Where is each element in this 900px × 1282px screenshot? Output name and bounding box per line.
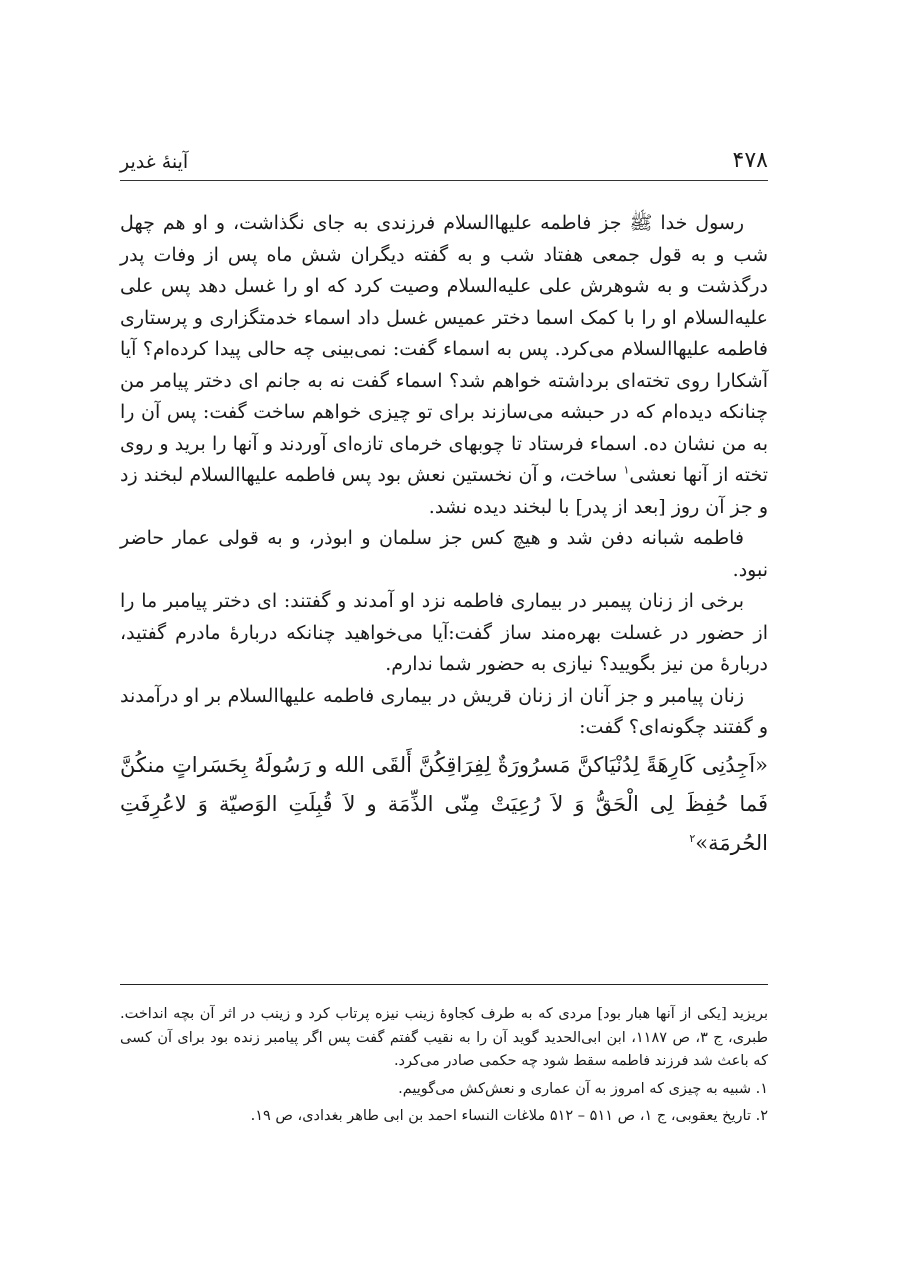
footnote-divider (120, 984, 768, 985)
footnote-1: ۱. شبیه به چیزی که امروز به آن عماری و نعش‌کش می‌گوییم. (398, 1080, 768, 1097)
running-title: آینهٔ غدیر (120, 151, 189, 173)
footnotes (120, 1003, 768, 1129)
main-text (120, 208, 768, 863)
footnote-2: ۲. تاریخ یعقوبی، ج ۱، ص ۵۱۱ – ۵۱۲ ملاغات النساء احمد بن ابی طاهر بغدادی، ص ۱۹. (250, 1108, 768, 1124)
arabic-quote-text: «اَجِدُنِی کَارِهَةً لِدُنْیَاکنَّ مَسرُورَةٌ لِفِرَاقِکُنَّ أَلقَی الله و رَسُولَهُ بِحَسَراتٍ منکُنَّ فَما حُفِظَ لِی الْحَقُّ وَ لاَ رُعِیَتْ مِنّی الذِّمَة و لاَ قُبِلَتِ الوَصیّة وَ لاعُرِفَتِ الحُرمَة» (120, 752, 768, 855)
paragraph-1-tail: ساخت، و آن نخستین نعش بود پس فاطمه علیهاالسلام لبخند زد و جز آن روز [بعد از پدر] با لبخند دیده نشد. (120, 464, 768, 518)
page-number: ۴۷۸ (732, 148, 768, 173)
page-header (120, 146, 768, 181)
paragraph-1-text: رسول خدا ﷺ جز فاطمه علیهاالسلام فرزندی به جای نگذاشت، و او هم چهل شب و به قول جمعی هفتاد شب و به گفته دیگران شش ماه پس از وفات پدر درگذشت و به شوهرش علی علیه‌السلام وصیت کرد که او را غسل دهد پس علی علیه‌السلام او را با کمک اسما دختر عمیس غسل داد اسماء خدمتگزاری و پرستاری فاطمه علیهاالسلام می‌کرد. پس به اسماء گفت: نمی‌بینی چه حالی پیدا کرده‌ام؟ آیا آشکارا روی تخته‌ای برداشته خواهم شد؟ اسماء گفت نه به جانم ای دختر پیامر من چنانکه دیده‌ام که در حبشه می‌سازند برای تو چیزی خواهم ساخت گفت: پس آن را به من نشان ده. اسماء فرستاد تا چوبهای خرمای تازه‌ای آوردند و آنها را برید و روی تخته از آنها نعشی (120, 212, 769, 486)
paragraph-2: فاطمه شبانه دفن شد و هیچ کس جز سلمان و ابوذر، و به قولی عمار حاضر نبود. (120, 527, 768, 581)
paragraph-3: برخی از زنان پیمبر در بیماری فاطمه نزد او آمدند و گفتند: ای دختر پیامبر ما را از حضور در غسلت بهره‌مند ساز گفت:آیا می‌خواهید چنانکه دربارهٔ مادرم گفتید، دربارهٔ من نیز بگویید؟ نیازی به حضور شما ندارم. (120, 590, 768, 675)
footnote-continuation: بریزید [یکی از آنها هبار بود] مردی که به طرف کجاوهٔ زینب نیزه پرتاب کرد و زینب در اثر آن بچه انداخت. طبری، ج ۳، ص ۱۱۸۷، ابن ابی‌الحدید گوید آن را به نقیب گفتم گفت پس اگر پیامبر زنده بود برای آن کسی که باعث شد فرزند فاطمه سقط شود چه حکمی صادر می‌کرد. (120, 1006, 768, 1069)
arabic-quote (120, 746, 768, 863)
footnote-ref-1: ۱ (623, 463, 630, 477)
paragraph-4: زنان پیامبر و جز آنان از زنان قریش در بیماری فاطمه علیهاالسلام بر او درآمدند و گفتند چگونه‌ای؟ گفت: (120, 684, 768, 738)
footnote-ref-2: ۲ (689, 831, 696, 845)
paragraph-1 (120, 208, 768, 523)
